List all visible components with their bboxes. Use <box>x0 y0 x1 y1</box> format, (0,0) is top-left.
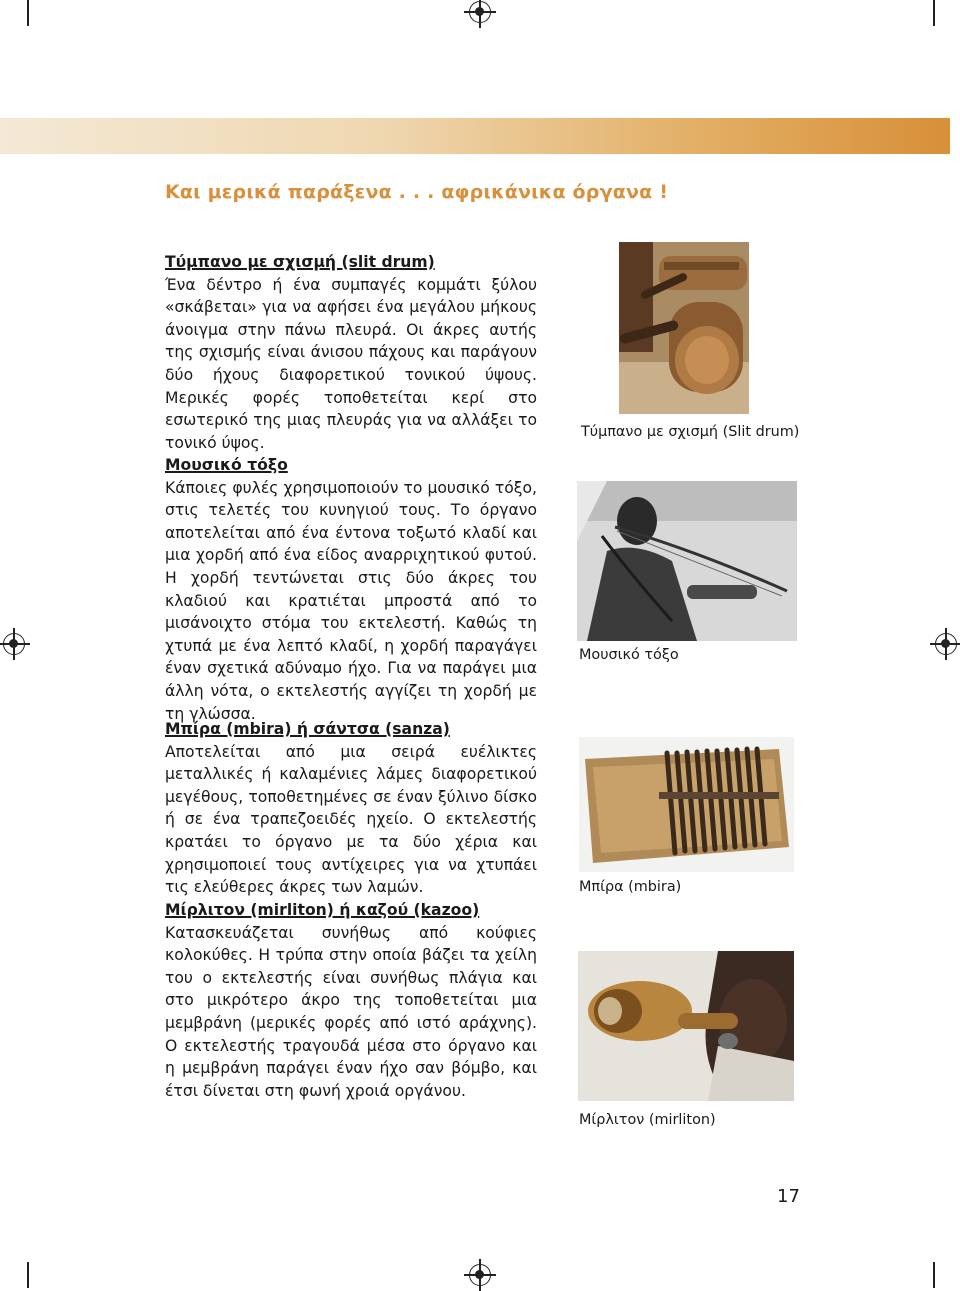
crop-mark <box>933 0 935 26</box>
registration-mark-icon <box>469 1 491 23</box>
section-title: Μουσικό τόξο <box>165 456 288 474</box>
mirliton-illustration <box>578 951 794 1101</box>
musical-bow-illustration <box>577 481 797 641</box>
section-musical-bow <box>165 454 537 725</box>
section-title: Τύμπανο με σχισμή (slit drum) <box>165 253 435 271</box>
mirliton-photo <box>578 951 794 1101</box>
registration-mark-icon <box>469 1264 491 1286</box>
section-text: Ένα δέντρο ή ένα συμπαγές κομμάτι ξύλου «σκάβεται» για να αφήσει ένα μεγάλου μήκους άνοιγμα στην πάνω πλευρά. Οι άκρες αυτής της σχισμής είναι άνισου πάχους και παράγουν δύο ήχους διαφορετικού τονικού ύψους. Μερικές φορές τοποθετείται κερί στο εσωτερικό της μιας πλευράς για να αλλάξει το τονικό ύψος. <box>165 275 537 452</box>
page-heading: Και μερικά παράξενα . . . αφρικάνικα όργανα ! <box>165 181 669 203</box>
mbira-caption: Μπίρα (mbira) <box>579 879 682 895</box>
registration-mark-icon <box>3 633 25 655</box>
crop-mark <box>933 1262 935 1288</box>
slit-drum-illustration <box>619 242 749 414</box>
slit-drum-caption: Τύμπανο με σχισμή (Slit drum) <box>581 424 800 440</box>
crop-mark <box>27 0 29 26</box>
mbira-photo <box>579 737 794 872</box>
crop-mark <box>27 1262 29 1288</box>
musical-bow-photo <box>577 481 797 641</box>
section-text: Κατασκευάζεται συνήθως από κούφιες κολοκύθες. Η τρύπα στην οποία βάζει τα χείλη του ο εκτελεστής είναι συνήθως πλάγια και στο μικρότερο άκρο της τοποθετείται μια μεμβράνη (μερικές φορές από ιστό αράχνης). Ο εκτελεστής τραγουδά μέσα στο όργανο και η μεμβράνη παράγει έναν ήχο σαν βόμβο, και έτσι δίνεται στη φωνή χροιά οργάνου. <box>165 923 537 1100</box>
registration-mark-icon <box>935 633 957 655</box>
section-slit-drum <box>165 251 537 454</box>
page-number: 17 <box>777 1186 800 1207</box>
section-title: Μίρλιτον (mirliton) ή καζού (kazoo) <box>165 901 480 919</box>
section-title: Μπίρα (mbira) ή σάντσα (sanza) <box>165 720 450 738</box>
mirliton-caption: Μίρλιτον (mirliton) <box>579 1112 716 1128</box>
musical-bow-caption: Μουσικό τόξο <box>579 647 679 663</box>
section-mirliton <box>165 899 537 1102</box>
section-text: Αποτελείται από μια σειρά ευέλικτες μεταλλικές ή καλαμένιες λάμες διαφορετικού μεγέθους, τοποθετημένες σε έναν ξύλινο δίσκο ή σε ένα τραπεζοειδές ηχείο. Ο εκτελεστής κρατάει το όργανο με τα δύο χέρια και χρησιμοποιεί τους αντίχειρες για να χτυπάει τις ελεύθερες άκρες των λαμών. <box>165 742 537 897</box>
mbira-illustration <box>579 737 794 872</box>
section-mbira <box>165 718 537 899</box>
header-band <box>0 118 950 154</box>
slit-drum-photo <box>619 242 749 414</box>
section-text: Κάποιες φυλές χρησιμοποιούν το μουσικό τόξο, στις τελετές του κυνηγιού τους. Το όργανο αποτελείται από ένα έντονα τοξωτό κλαδί και μια χορδή από ένα είδος αναρριχητικού φυτού. Η χορδή τεντώνεται στις δύο άκρες του κλαδιού και κρατιέται μπροστά από το μισάνοιχτο στόμα του εκτελεστή. Καθώς τη χτυπά με ένα λεπτό κλαδί, η χορδή παραγάγει έναν σχετικά αδύναμο ήχο. Για να παράγει μια άλλη νότα, ο εκτελεστής αγγίζει τη χορδή με τη γλώσσα. <box>165 478 537 723</box>
